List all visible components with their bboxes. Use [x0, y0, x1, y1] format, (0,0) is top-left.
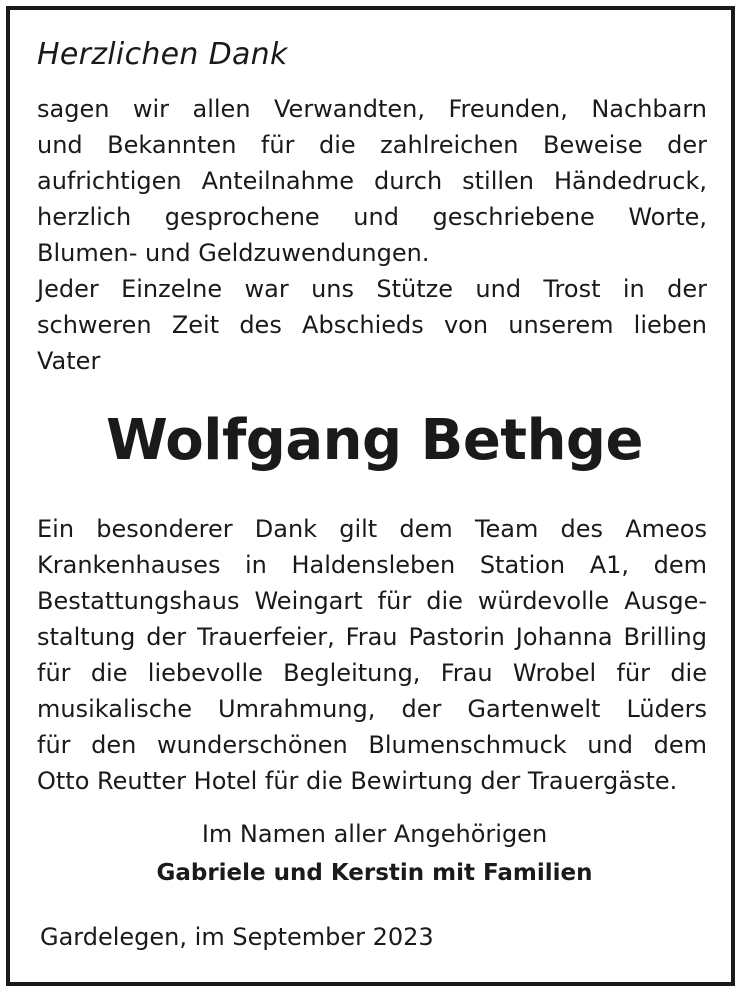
thanks-paragraph [37, 511, 707, 799]
thanks-line: für den wunderschönen Blumenschmuck und dem [37, 731, 707, 759]
intro-line: sagen wir allen Verwandten, Freunden, Nachbarn [37, 95, 707, 123]
place-date: Gardelegen, im September 2023 [40, 923, 434, 951]
thanks-line: Ein besonderer Dank gilt dem Team des Ameos [37, 515, 707, 543]
signature-names: Gabriele und Kerstin mit Familien [156, 860, 593, 886]
intro-line: Vater [37, 347, 101, 375]
thanks-line: Krankenhauses in Haldensleben Station A1, dem [37, 551, 707, 579]
deceased-name: Wolfgang Bethge [106, 408, 643, 473]
intro-paragraph [37, 91, 707, 379]
intro-line: aufrichtigen Anteilnahme durch stillen Händedruck, [37, 167, 707, 195]
intro-line: Jeder Einzelne war uns Stütze und Trost in der [37, 275, 707, 303]
notice-heading: Herzlichen Dank [37, 37, 288, 72]
thanks-line: für die liebevolle Begleitung, Frau Wrobel für die [37, 659, 707, 687]
intro-line: schweren Zeit des Abschieds von unserem lieben [37, 311, 707, 339]
thanks-line: musikalische Umrahmung, der Gartenwelt Lüders [37, 695, 707, 723]
signature-intro: Im Namen aller Angehörigen [201, 820, 548, 848]
intro-line: Blumen- und Geldzuwendungen. [37, 239, 430, 267]
thanks-line: staltung der Trauerfeier, Frau Pastorin Johanna Brilling [37, 623, 707, 651]
thanks-line: Otto Reutter Hotel für die Bewirtung der Trauergäste. [37, 767, 678, 795]
intro-line: und Bekannten für die zahlreichen Beweise der [37, 131, 707, 159]
thanks-line: Bestattungshaus Weingart für die würdevolle Ausge- [37, 587, 707, 615]
intro-line: herzlich gesprochene und geschriebene Worte, [37, 203, 707, 231]
